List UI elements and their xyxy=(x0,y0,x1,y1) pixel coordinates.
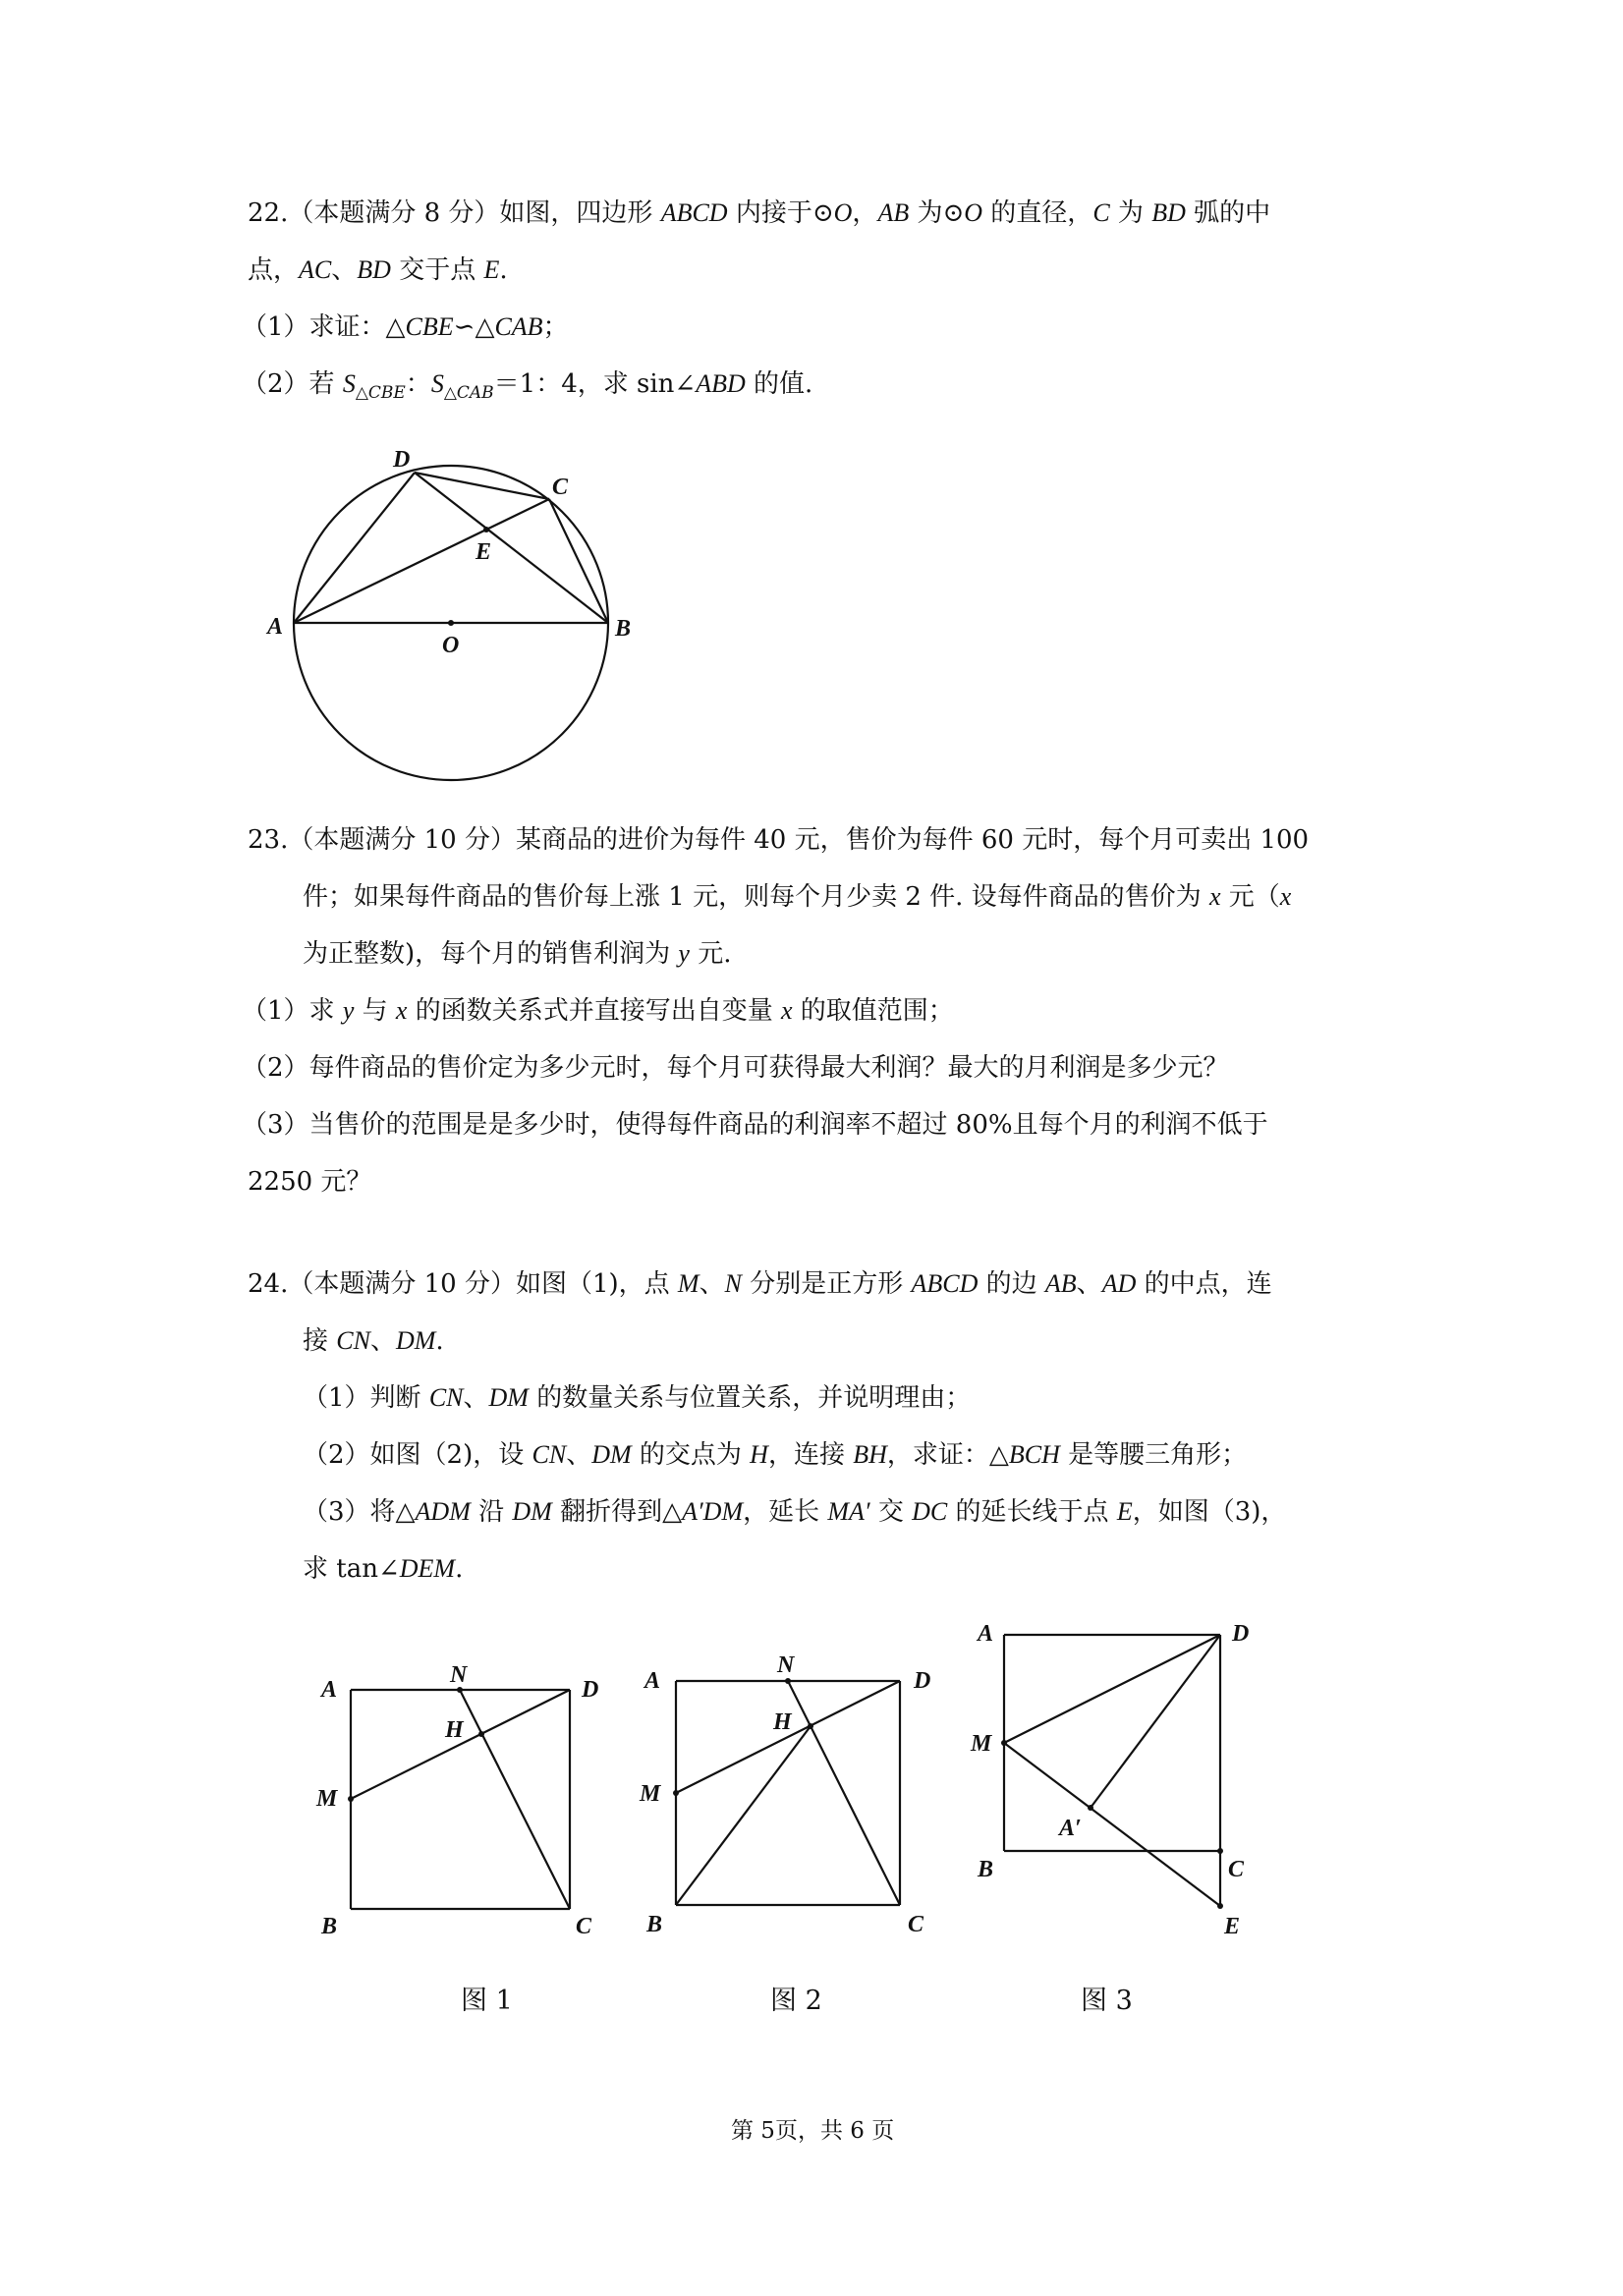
label-c: C xyxy=(552,475,569,500)
q23-part3-line1: （3）当售价的范围是是多少时，使得每件商品的利润率不超过 80%且每个月的利润不低于 xyxy=(242,1110,1268,1140)
fig1-label-h: H xyxy=(445,1717,464,1743)
fig1-caption: 图 1 xyxy=(461,1986,513,2016)
q22-line2: 点，AC、BD 交于点 E. xyxy=(248,255,508,285)
fig2-label-m: M xyxy=(640,1781,661,1807)
q23-line1: 23.（本题满分 10 分）某商品的进价为每件 40 元，售价为每件 60 元时，每个月可卖出 100 xyxy=(248,825,1310,855)
q24-part3-line1: （3）将△ADM 沿 DM 翻折得到△A′DM，延长 MA′ 交 DC 的延长线于点 E，如图（3)， xyxy=(303,1497,1287,1527)
fig2-label-c: C xyxy=(908,1912,924,1937)
q22-line1: 22.（本题满分 8 分）如图，四边形 ABCD 内接于⊙O，AB 为⊙O 的直径，C 为 BD 弧的中 xyxy=(248,198,1271,228)
fig3-label-b: B xyxy=(978,1857,994,1882)
fig1-label-d: D xyxy=(582,1677,599,1703)
q24-part2: （2）如图（2)，设 CN、DM 的交点为 H，连接 BH，求证：△BCH 是等腰三角形； xyxy=(303,1440,1248,1470)
fig3-point-m xyxy=(1001,1740,1007,1746)
label-d: D xyxy=(393,447,411,473)
fig2-label-h: H xyxy=(773,1709,792,1735)
fig3-point-c xyxy=(1217,1848,1223,1854)
fig3-segment-me xyxy=(1004,1743,1220,1906)
fig1-label-c: C xyxy=(576,1914,592,1939)
fig3-label-d: D xyxy=(1232,1621,1250,1647)
fig3-label-a-prime: A′ xyxy=(1059,1816,1082,1841)
fig3-point-a2 xyxy=(1088,1805,1093,1811)
fig3-segment-md xyxy=(1004,1635,1220,1743)
fig2-label-d: D xyxy=(914,1668,931,1694)
q24-part3-line2: 求 tan∠DEM. xyxy=(303,1554,464,1584)
fig2-label-b: B xyxy=(646,1912,663,1937)
q23-part2: （2）每件商品的售价定为多少元时，每个月可获得最大利润？最大的月利润是多少元？ xyxy=(242,1053,1229,1083)
fig2-label-a: A xyxy=(644,1668,661,1694)
fig1-label-n: N xyxy=(450,1662,468,1688)
fig3-label-a: A xyxy=(978,1621,994,1647)
q23-line3: 为正整数)，每个月的销售利润为 y 元. xyxy=(303,939,732,969)
page-footer: 第 5页，共 6 页 xyxy=(731,2118,895,2144)
fig3-label-e: E xyxy=(1224,1914,1241,1939)
label-o: O xyxy=(442,633,460,658)
fig1-label-a: A xyxy=(321,1677,338,1703)
fig2-caption: 图 2 xyxy=(770,1986,822,2016)
fig3-label-m: M xyxy=(971,1731,992,1757)
fig2-label-n: N xyxy=(777,1652,795,1678)
q23-line2: 件；如果每件商品的售价每上涨 1 元，则每个月少卖 2 件. 设每件商品的售价为 x 元（x xyxy=(303,882,1292,912)
fig3-label-c: C xyxy=(1228,1857,1245,1882)
q24-line2: 接 CN、DM. xyxy=(303,1326,444,1356)
q24-part1: （1）判断 CN、DM 的数量关系与位置关系，并说明理由； xyxy=(303,1383,972,1413)
fig1-label-m: M xyxy=(316,1786,338,1812)
fig3-caption: 图 3 xyxy=(1081,1986,1133,2016)
q22-part2: （2）若 $S_{\triangle CBE}$：$S_{\triangle CAB}=1$：4，求 sin∠ABD 的值. xyxy=(242,369,813,403)
q22-part1: （1）求证：△CBE∽△CAB； xyxy=(242,312,569,342)
q23-part3-line2: 2250 元？ xyxy=(248,1167,372,1197)
fig1-label-b: B xyxy=(321,1914,338,1939)
q24-line1: 24.（本题满分 10 分）如图（1)，点 M、N 分别是正方形 ABCD 的边 AB、AD 的中点，连 xyxy=(248,1269,1272,1299)
fig3-point-e xyxy=(1217,1903,1223,1909)
label-a: A xyxy=(267,614,284,640)
label-e: E xyxy=(476,539,492,565)
q23-part1: （1）求 y 与 x 的函数关系式并直接写出自变量 x 的取值范围； xyxy=(242,996,954,1026)
label-b: B xyxy=(615,616,632,642)
fig3-segment-da2 xyxy=(1091,1635,1220,1808)
